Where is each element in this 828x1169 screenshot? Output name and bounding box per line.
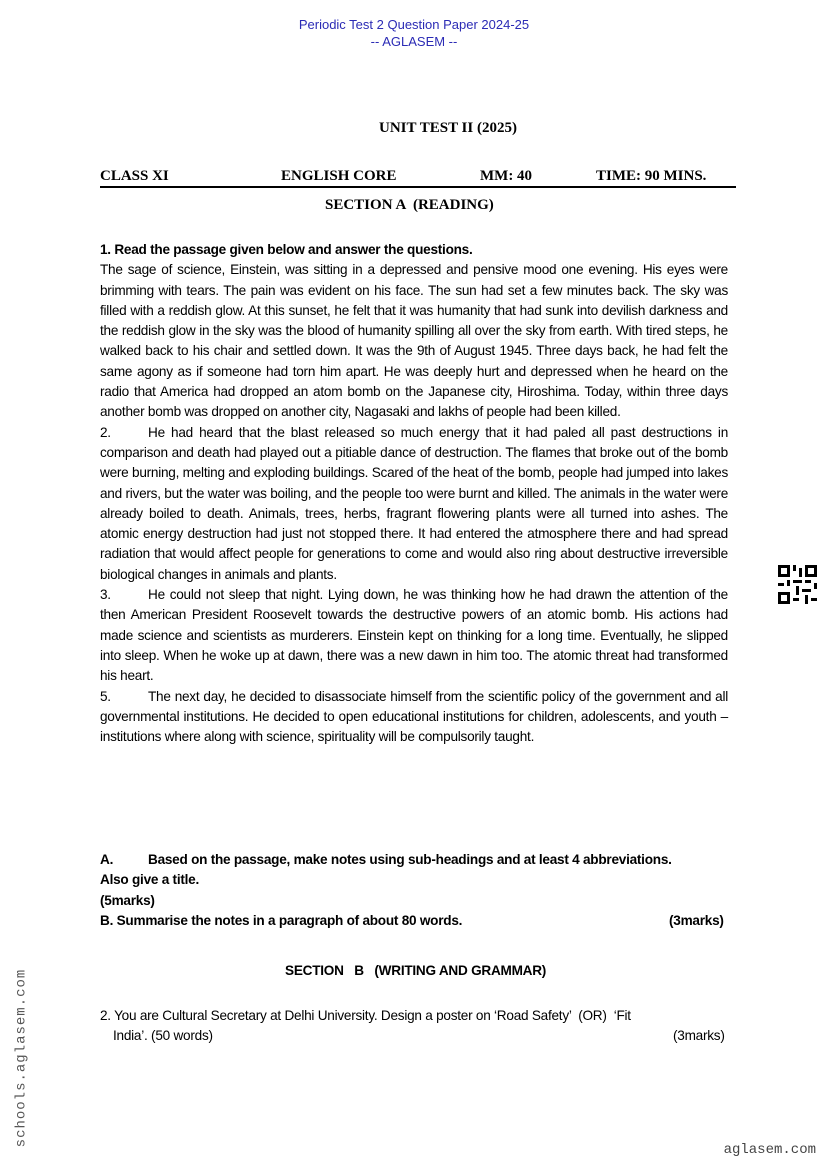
question-1b-marks: (3marks) — [669, 913, 724, 928]
question-1a-marks: (5marks) — [100, 892, 155, 908]
class-label: CLASS XI — [100, 168, 169, 184]
question-2-cont: India’. (50 words) — [113, 1028, 213, 1043]
question-2: 2. You are Cultural Secretary at Delhi University. Design a poster on ‘Road Safety’ (OR) ‘Fit — [100, 1008, 631, 1023]
question-2-marks: (3marks) — [673, 1028, 725, 1043]
watermark-title: Periodic Test 2 Question Paper 2024-25 — [298, 17, 530, 32]
time-label: TIME: 90 MINS. — [596, 168, 707, 184]
reading-passage — [100, 240, 728, 747]
paragraph-number: 5. — [100, 688, 111, 704]
watermark-brand: -- AGLASEM -- — [370, 34, 458, 49]
passage-paragraph: 2. He had heard that the blast released so much energy that it had paled all past destructions in comparison and death had played out a pitiable dance of destruction. The flames that broke out of the bomb were burning, melting and exploding buildings. Scared of the heat of the bomb, people had jumped into lakes and rivers, but the water was boiling, and the people too were burnt and killed. The animals in the water were already boiled to death. Animals, trees, herbs, fragrant flowering plants were all turned into ashes. The atomic energy destruction had just not stopped there. It had entered the atmosphere there and had spread radiation that would affect people for generations to come and would also ring about destructive irreversible biological changes in animals and plants. — [100, 424, 728, 582]
question-1a: A. Based on the passage, make notes using sub-headings and at least 4 abbreviations. Also give a title. (5marks) — [100, 850, 736, 911]
paragraph-number: 2. — [100, 424, 111, 440]
passage-paragraph: 5. The next day, he decided to disassociate himself from the scientific policy of the government and all governmental institutions. He decided to open educational institutions for children, adolescents, and youth – institutions where along with science, spirituality will be compulsorily taught. — [100, 688, 728, 745]
subject-label: ENGLISH CORE — [281, 168, 397, 184]
passage-paragraph: The sage of science, Einstein, was sitting in a depressed and pensive mood one evening. His eyes were brimming with tears. The pain was evident on his face. The sun had set a few minutes back. The sky was filled with a reddish glow. At this sunset, he felt that it was humanity that had sunk into devilish darkness and the reddish glow in the sky was the blood of humanity spilling all over the sky from earth. With tired steps, he walked back to his chair and settled down. It was the 9th of August 1945. Three days back, he had felt the same agony as if someone had torn him apart. He was deeply hurt and depressed when he heard on the radio that America had dropped an atom bomb on the Japanese city, Hiroshima. Today, within three days another bomb was dropped on another city, Nagasaki and lakhs of people had been killed. — [100, 262, 728, 420]
max-marks: MM: 40 — [480, 168, 533, 184]
question-1: 1. Read the passage given below and answer the questions. — [100, 242, 473, 257]
page-title: UNIT TEST II (2025) — [379, 120, 517, 136]
paragraph-number: 3. — [100, 587, 111, 603]
passage-paragraph: 3. He could not sleep that night. Lying down, he was thinking how he had drawn the attention of the then American President Roosevelt towards the destructive powers of an atomic bomb. His actions had made science and scientists as murderers. Einstein kept on thinking for a long time. Eventually, he slipped into sleep. When he woke up at dawn, there was a new dawn in him too. The atomic threat had transformed his heart. — [100, 587, 728, 684]
footer-watermark: aglasem.com — [723, 1142, 816, 1158]
qr-code-icon[interactable] — [778, 565, 817, 604]
header-divider — [100, 186, 736, 188]
section-b-title: SECTION B (WRITING AND GRAMMAR) — [285, 963, 547, 978]
question-1b: B. Summarise the notes in a paragraph of about 80 words. — [100, 913, 463, 928]
side-watermark: schools.aglasem.com — [13, 968, 30, 1148]
section-a-title: SECTION A (READING) — [325, 197, 494, 213]
